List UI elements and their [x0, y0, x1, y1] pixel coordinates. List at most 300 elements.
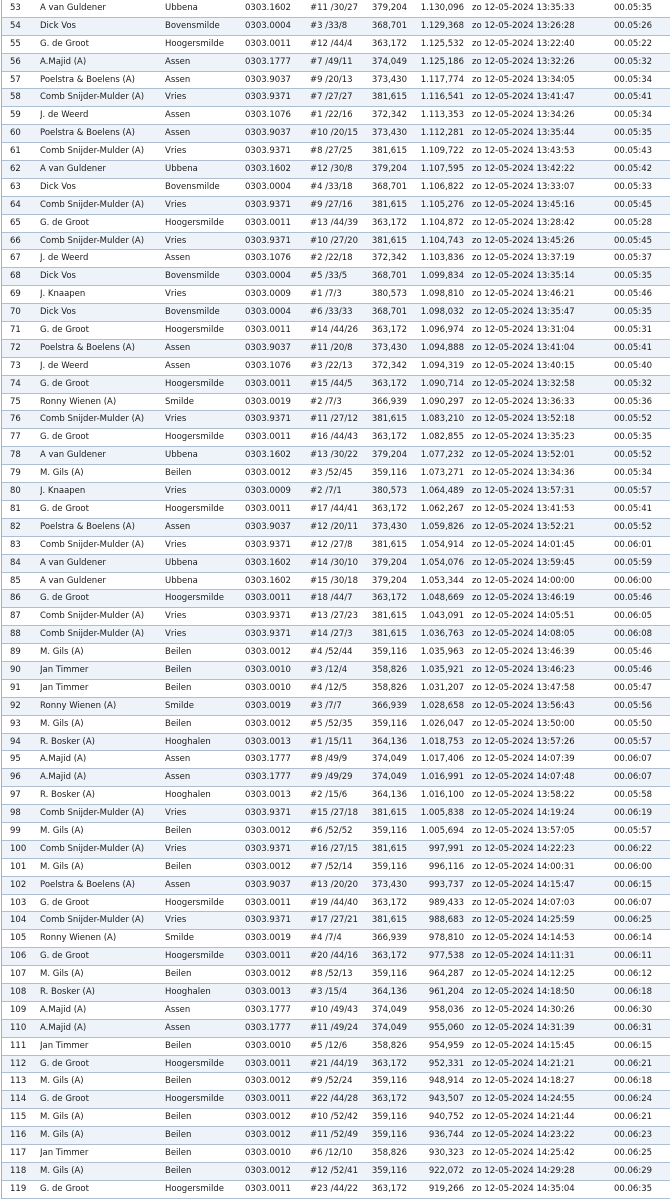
- speed: 948,914: [428, 1076, 464, 1087]
- place: Assen: [165, 521, 191, 532]
- place: Vries: [165, 915, 187, 926]
- fancier-name: G. de Groot: [40, 38, 89, 49]
- fancier-name: G. de Groot: [40, 897, 89, 908]
- fancier-name: A van Guldener: [40, 450, 106, 461]
- rank-number: 82: [10, 521, 21, 532]
- distance: 368,701: [371, 20, 407, 31]
- distance: 359,116: [371, 1130, 407, 1141]
- arrival-time: zo 12-05-2024 13:41:53: [472, 503, 575, 514]
- fancier-name: Comb Snijder-Mulder (A): [40, 843, 145, 854]
- pigeon-rank: #1 /22/16: [310, 110, 353, 121]
- table-row: [2, 268, 670, 286]
- flight-duration: 00.05:57: [614, 825, 653, 836]
- club-code: 0303.0004: [245, 271, 291, 282]
- club-code: 0303.1777: [245, 772, 291, 783]
- distance: 358,826: [371, 1040, 407, 1051]
- fancier-name: Comb Snijder-Mulder (A): [40, 915, 145, 926]
- speed: 1.094,319: [420, 360, 464, 371]
- flight-duration: 00.06:24: [614, 1094, 653, 1105]
- table-row: [2, 161, 670, 179]
- flight-duration: 00.05:52: [614, 450, 653, 461]
- club-code: 0303.1602: [245, 450, 291, 461]
- distance: 358,826: [371, 664, 407, 675]
- place: Hoogersmilde: [165, 503, 224, 514]
- place: Bovensmilde: [165, 307, 220, 318]
- flight-duration: 00.06:21: [614, 1112, 653, 1123]
- place: Assen: [165, 360, 191, 371]
- club-code: 0303.0010: [245, 664, 291, 675]
- fancier-name: Comb Snijder-Mulder (A): [40, 199, 145, 210]
- speed: 955,060: [428, 1022, 464, 1033]
- arrival-time: zo 12-05-2024 14:11:31: [472, 951, 575, 962]
- arrival-time: zo 12-05-2024 14:31:39: [472, 1022, 575, 1033]
- fancier-name: G. de Groot: [40, 325, 89, 336]
- fancier-name: M. Gils (A): [40, 468, 84, 479]
- distance: 363,172: [371, 593, 407, 604]
- table-row: [2, 89, 670, 107]
- table-row: [2, 286, 670, 304]
- rank-number: 80: [10, 486, 21, 497]
- place: Vries: [165, 146, 187, 157]
- rank-number: 90: [10, 664, 21, 675]
- place: Assen: [165, 110, 191, 121]
- place: Vries: [165, 539, 187, 550]
- flight-duration: 00.05:35: [614, 128, 653, 139]
- fancier-name: G. de Groot: [40, 503, 89, 514]
- flight-duration: 00.05:22: [614, 38, 653, 49]
- flight-duration: 00.05:42: [614, 164, 653, 175]
- fancier-name: M. Gils (A): [40, 969, 84, 980]
- rank-number: 71: [10, 325, 21, 336]
- pigeon-rank: #6 /12/10: [310, 1148, 353, 1158]
- rank-number: 88: [10, 629, 21, 640]
- arrival-time: zo 12-05-2024 13:58:22: [472, 790, 575, 801]
- place: Vries: [165, 199, 187, 210]
- table-row: [2, 447, 670, 465]
- table-row: [2, 823, 670, 841]
- table-row: [2, 680, 670, 698]
- pigeon-rank: #12 /30/8: [310, 164, 353, 175]
- pigeon-rank: #6 /52/52: [310, 825, 353, 836]
- speed: 1.016,991: [420, 772, 464, 783]
- distance: 366,939: [371, 700, 407, 711]
- place: Beilen: [165, 1130, 192, 1141]
- rank-number: 53: [10, 3, 21, 13]
- flight-duration: 00.05:36: [614, 396, 653, 407]
- fancier-name: A van Guldener: [40, 164, 106, 175]
- fancier-name: Dick Vos: [40, 181, 76, 192]
- club-code: 0303.0012: [245, 718, 291, 729]
- club-code: 0303.0012: [245, 969, 291, 980]
- arrival-time: zo 12-05-2024 14:29:28: [472, 1165, 575, 1176]
- flight-duration: 00.05:46: [614, 593, 653, 604]
- distance: 359,116: [371, 1076, 407, 1087]
- distance: 359,116: [371, 825, 407, 836]
- pigeon-rank: #2 /15/6: [310, 790, 348, 801]
- rank-number: 64: [10, 199, 21, 210]
- club-code: 0303.1602: [245, 557, 291, 568]
- distance: 364,136: [371, 736, 407, 747]
- speed: 1.028,658: [420, 700, 464, 711]
- speed: 1.125,186: [420, 56, 464, 67]
- table-row: [2, 662, 670, 680]
- speed: 1.090,714: [420, 378, 464, 389]
- club-code: 0303.0012: [245, 861, 291, 872]
- pigeon-rank: #13 /30/22: [310, 450, 358, 461]
- table-row: [2, 555, 670, 573]
- table-row: [2, 805, 670, 823]
- rank-number: 98: [10, 808, 21, 819]
- table-row: [2, 912, 670, 930]
- fancier-name: Dick Vos: [40, 307, 76, 318]
- club-code: 0303.0013: [245, 736, 291, 747]
- table-row: [2, 143, 670, 161]
- rank-number: 116: [10, 1130, 27, 1141]
- rank-number: 104: [10, 915, 27, 926]
- speed: 952,331: [428, 1058, 464, 1069]
- flight-duration: 00.05:46: [614, 647, 653, 658]
- fancier-name: A.Majid (A): [40, 1022, 87, 1033]
- flight-duration: 00.05:46: [614, 664, 653, 675]
- speed: 1.112,281: [420, 128, 464, 139]
- pigeon-rank: #11 /20/8: [310, 342, 353, 353]
- speed: 1.113,353: [420, 110, 464, 121]
- speed: 977,538: [428, 951, 464, 962]
- distance: 381,615: [371, 611, 407, 622]
- arrival-time: zo 12-05-2024 13:33:07: [472, 181, 575, 192]
- rank-number: 72: [10, 342, 21, 353]
- distance: 359,116: [371, 647, 407, 658]
- rank-number: 118: [10, 1165, 27, 1176]
- place: Assen: [165, 879, 191, 890]
- pigeon-rank: #17 /27/21: [310, 915, 358, 926]
- flight-duration: 00.06:18: [614, 986, 653, 997]
- pigeon-rank: #10 /27/20: [310, 235, 358, 246]
- place: Assen: [165, 56, 191, 67]
- place: Ubbena: [165, 164, 198, 175]
- table-row: [2, 72, 670, 90]
- pigeon-rank: #10 /49/43: [310, 1004, 358, 1015]
- club-code: 0303.1777: [245, 1022, 291, 1033]
- distance: 372,342: [371, 253, 407, 264]
- place: Hoogersmilde: [165, 1183, 224, 1194]
- distance: 374,049: [371, 56, 407, 67]
- place: Hooghalen: [165, 790, 211, 801]
- club-code: 0303.0013: [245, 790, 291, 801]
- distance: 363,172: [371, 38, 407, 49]
- place: Beilen: [165, 468, 192, 479]
- arrival-time: zo 12-05-2024 13:46:19: [472, 593, 575, 604]
- arrival-time: zo 12-05-2024 13:43:53: [472, 146, 575, 157]
- flight-duration: 00.05:46: [614, 289, 653, 300]
- speed: 930,323: [428, 1148, 464, 1158]
- fancier-name: Comb Snijder-Mulder (A): [40, 629, 145, 640]
- table-row: [2, 716, 670, 734]
- fancier-name: Ronny Wienen (A): [40, 396, 117, 407]
- flight-duration: 00.05:52: [614, 414, 653, 425]
- arrival-time: zo 12-05-2024 13:45:26: [472, 235, 575, 246]
- flight-duration: 00.05:26: [614, 20, 653, 31]
- distance: 363,172: [371, 1058, 407, 1069]
- arrival-time: zo 12-05-2024 13:56:43: [472, 700, 575, 711]
- fancier-name: Comb Snijder-Mulder (A): [40, 611, 145, 622]
- distance: 359,116: [371, 468, 407, 479]
- club-code: 0303.9371: [245, 414, 291, 425]
- flight-duration: 00.06:21: [614, 1058, 653, 1069]
- flight-duration: 00.06:05: [614, 611, 653, 622]
- table-row: [2, 537, 670, 555]
- arrival-time: zo 12-05-2024 14:24:55: [472, 1094, 575, 1105]
- fancier-name: Poelstra & Boelens (A): [40, 879, 135, 890]
- table-row: [2, 751, 670, 769]
- flight-duration: 00.05:59: [614, 557, 653, 568]
- pigeon-rank: #16 /27/15: [310, 843, 358, 854]
- flight-duration: 00.05:40: [614, 360, 653, 371]
- club-code: 0303.9037: [245, 521, 291, 532]
- pigeon-rank: #7 /27/27: [310, 92, 353, 103]
- rank-number: 109: [10, 1004, 27, 1015]
- speed: 1.107,595: [420, 164, 464, 175]
- speed: 1.064,489: [420, 486, 464, 497]
- place: Hoogersmilde: [165, 378, 224, 389]
- club-code: 0303.9037: [245, 342, 291, 353]
- flight-duration: 00.06:31: [614, 1022, 653, 1033]
- club-code: 0303.0011: [245, 325, 291, 336]
- speed: 1.082,855: [420, 432, 464, 443]
- table-row: [2, 358, 670, 376]
- rank-number: 103: [10, 897, 27, 908]
- flight-duration: 00.06:25: [614, 1148, 653, 1158]
- pigeon-rank: #13 /20/20: [310, 879, 358, 890]
- flight-duration: 00.06:00: [614, 575, 653, 586]
- table-row: [2, 250, 670, 268]
- distance: 366,939: [371, 933, 407, 944]
- rank-number: 100: [10, 843, 27, 854]
- place: Vries: [165, 629, 187, 640]
- arrival-time: zo 12-05-2024 14:25:42: [472, 1148, 575, 1158]
- fancier-name: M. Gils (A): [40, 1112, 84, 1123]
- place: Vries: [165, 843, 187, 854]
- place: Hoogersmilde: [165, 38, 224, 49]
- speed: 958,036: [428, 1004, 464, 1015]
- table-row: [2, 215, 670, 233]
- table-row: [2, 233, 670, 251]
- distance: 381,615: [371, 146, 407, 157]
- club-code: 0303.9037: [245, 128, 291, 139]
- speed: 1.005,694: [420, 825, 464, 836]
- pigeon-rank: #5 /12/6: [310, 1040, 348, 1051]
- distance: 381,615: [371, 808, 407, 819]
- distance: 380,573: [371, 289, 407, 300]
- arrival-time: zo 12-05-2024 13:37:19: [472, 253, 575, 264]
- rank-number: 91: [10, 682, 21, 693]
- arrival-time: zo 12-05-2024 14:19:24: [472, 808, 575, 819]
- distance: 374,049: [371, 772, 407, 783]
- arrival-time: zo 12-05-2024 14:22:23: [472, 843, 575, 854]
- flight-duration: 00.06:08: [614, 629, 653, 640]
- speed: 978,810: [428, 933, 464, 944]
- arrival-time: zo 12-05-2024 13:34:36: [472, 468, 575, 479]
- place: Hoogersmilde: [165, 432, 224, 443]
- distance: 373,430: [371, 342, 407, 353]
- rank-number: 75: [10, 396, 21, 407]
- speed: 1.083,210: [420, 414, 464, 425]
- arrival-time: zo 12-05-2024 13:35:23: [472, 432, 575, 443]
- place: Hoogersmilde: [165, 897, 224, 908]
- flight-duration: 00.05:47: [614, 682, 653, 693]
- rank-number: 92: [10, 700, 21, 711]
- flight-duration: 00.05:35: [614, 3, 653, 13]
- place: Beilen: [165, 682, 192, 693]
- fancier-name: Dick Vos: [40, 20, 76, 31]
- arrival-time: zo 12-05-2024 13:59:45: [472, 557, 575, 568]
- fancier-name: G. de Groot: [40, 1094, 89, 1105]
- fancier-name: J. Knaapen: [40, 486, 86, 497]
- arrival-time: zo 12-05-2024 14:18:27: [472, 1076, 575, 1087]
- place: Ubbena: [165, 557, 198, 568]
- pigeon-rank: #13 /27/23: [310, 611, 358, 622]
- fancier-name: G. de Groot: [40, 378, 89, 389]
- speed: 1.035,921: [420, 664, 464, 675]
- arrival-time: zo 12-05-2024 14:07:03: [472, 897, 575, 908]
- flight-duration: 00.05:34: [614, 74, 653, 85]
- arrival-time: zo 12-05-2024 14:00:31: [472, 861, 575, 872]
- rank-number: 69: [10, 289, 21, 300]
- speed: 1.053,344: [420, 575, 464, 586]
- club-code: 0303.9371: [245, 915, 291, 926]
- arrival-time: zo 12-05-2024 13:46:39: [472, 647, 575, 658]
- club-code: 0303.0009: [245, 289, 291, 300]
- fancier-name: G. de Groot: [40, 432, 89, 443]
- rank-number: 58: [10, 92, 21, 103]
- table-row: [2, 501, 670, 519]
- pigeon-rank: #3 /7/7: [310, 700, 342, 711]
- table-row: [2, 877, 670, 895]
- club-code: 0303.0012: [245, 1112, 291, 1123]
- speed: 1.117,774: [420, 74, 464, 85]
- distance: 363,172: [371, 897, 407, 908]
- speed: 989,433: [428, 897, 464, 908]
- table-row: [2, 0, 670, 18]
- place: Vries: [165, 235, 187, 246]
- fancier-name: M. Gils (A): [40, 647, 84, 658]
- distance: 368,701: [371, 181, 407, 192]
- rank-number: 95: [10, 754, 21, 765]
- rank-number: 62: [10, 164, 21, 175]
- pigeon-rank: #11 /27/12: [310, 414, 358, 425]
- distance: 380,573: [371, 486, 407, 497]
- flight-duration: 00.05:33: [614, 181, 653, 192]
- club-code: 0303.0012: [245, 647, 291, 658]
- club-code: 0303.0013: [245, 986, 291, 997]
- pigeon-rank: #10 /20/15: [310, 128, 358, 139]
- arrival-time: zo 12-05-2024 13:52:21: [472, 521, 575, 532]
- flight-duration: 00.05:57: [614, 486, 653, 497]
- club-code: 0303.0010: [245, 1040, 291, 1051]
- pigeon-rank: #9 /27/16: [310, 199, 353, 210]
- table-row: [2, 966, 670, 984]
- club-code: 0303.0011: [245, 503, 291, 514]
- arrival-time: zo 12-05-2024 14:23:22: [472, 1130, 575, 1141]
- place: Ubbena: [165, 450, 198, 461]
- rank-number: 61: [10, 146, 21, 157]
- fancier-name: Jan Timmer: [40, 682, 89, 693]
- arrival-time: zo 12-05-2024 14:01:45: [472, 539, 575, 550]
- pigeon-rank: #12 /52/41: [310, 1165, 358, 1176]
- table-row: [2, 18, 670, 36]
- pigeon-rank: #12 /44/4: [310, 38, 353, 49]
- distance: 359,116: [371, 861, 407, 872]
- arrival-time: zo 12-05-2024 13:35:44: [472, 128, 575, 139]
- place: Assen: [165, 253, 191, 264]
- table-row: [2, 411, 670, 429]
- speed: 1.059,826: [420, 521, 464, 532]
- fancier-name: G. de Groot: [40, 1183, 89, 1194]
- speed: 1.031,207: [420, 682, 464, 693]
- fancier-name: Comb Snijder-Mulder (A): [40, 146, 145, 157]
- table-row: [2, 573, 670, 591]
- flight-duration: 00.06:29: [614, 1165, 653, 1176]
- flight-duration: 00.06:14: [614, 933, 653, 944]
- fancier-name: M. Gils (A): [40, 1130, 84, 1141]
- speed: 1.094,888: [420, 342, 464, 353]
- distance: 374,049: [371, 1004, 407, 1015]
- pigeon-rank: #15 /44/5: [310, 378, 353, 389]
- arrival-time: zo 12-05-2024 13:57:05: [472, 825, 575, 836]
- table-row: [2, 304, 670, 322]
- table-row: [2, 1002, 670, 1020]
- fancier-name: Jan Timmer: [40, 1148, 89, 1158]
- flight-duration: 00.06:18: [614, 1076, 653, 1087]
- arrival-time: zo 12-05-2024 14:07:39: [472, 754, 575, 765]
- distance: 381,615: [371, 199, 407, 210]
- rank-number: 119: [10, 1183, 27, 1194]
- speed: 1.104,743: [420, 235, 464, 246]
- speed: 940,752: [428, 1112, 464, 1123]
- table-row: [2, 179, 670, 197]
- distance: 379,204: [371, 450, 407, 461]
- fancier-name: Poelstra & Boelens (A): [40, 74, 135, 85]
- fancier-name: Jan Timmer: [40, 664, 89, 675]
- flight-duration: 00.05:45: [614, 235, 653, 246]
- arrival-time: zo 12-05-2024 13:57:31: [472, 486, 575, 497]
- place: Ubbena: [165, 3, 198, 13]
- distance: 381,615: [371, 414, 407, 425]
- pigeon-rank: #9 /49/29: [310, 772, 353, 783]
- rank-number: 97: [10, 790, 21, 801]
- pigeon-rank: #5 /52/35: [310, 718, 353, 729]
- pigeon-rank: #19 /44/40: [310, 897, 358, 908]
- table-row: [2, 1127, 670, 1145]
- table-row: [2, 1056, 670, 1074]
- distance: 379,204: [371, 164, 407, 175]
- table-row: [2, 948, 670, 966]
- flight-duration: 00.05:58: [614, 790, 653, 801]
- flight-duration: 00.05:34: [614, 110, 653, 121]
- flight-duration: 00.05:31: [614, 325, 653, 336]
- fancier-name: R. Bosker (A): [40, 790, 95, 801]
- place: Hoogersmilde: [165, 1094, 224, 1105]
- club-code: 0303.0012: [245, 468, 291, 479]
- place: Hoogersmilde: [165, 951, 224, 962]
- place: Assen: [165, 754, 191, 765]
- place: Hoogersmilde: [165, 217, 224, 228]
- fancier-name: A van Guldener: [40, 575, 106, 586]
- pigeon-rank: #21 /44/19: [310, 1058, 358, 1069]
- table-row: [2, 1109, 670, 1127]
- arrival-time: zo 12-05-2024 14:18:50: [472, 986, 575, 997]
- rank-number: 77: [10, 432, 21, 443]
